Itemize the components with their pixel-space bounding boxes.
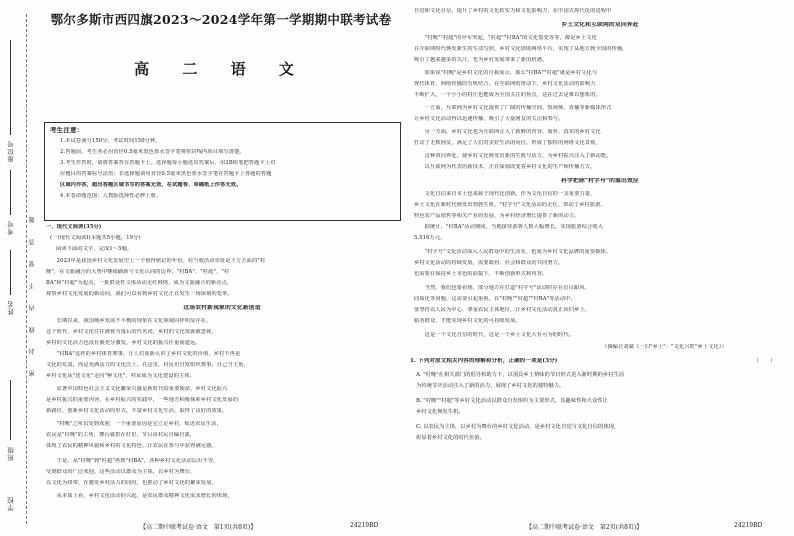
body-line: 这是一个文化自信的时代，这是一个乡土文化大有可为的时代。 <box>414 332 575 338</box>
body-line: 特色农产品销售等相关产业的发展，为乡村经济增长提供了新的动力。 <box>414 213 580 219</box>
body-line: 不断扩大，一个小小的村庄也能成为全国关注的焦点，这在过去是难以想象的。 <box>414 92 601 98</box>
body-line: 受到群众的广泛欢迎。这些活动以群众为主体，以乡村为舞台， <box>46 469 196 475</box>
notice-line: 4.本卷命题范围：人教版选择性必修上册。 <box>60 193 162 199</box>
body-line: 乡土文化在新时代焕发出勃勃生机，"村字号"文化活动的走红，带动了乡村旅游、 <box>414 202 606 208</box>
body-line: 也需要在保持乡土本色的前提下，不断创新形式和内容。 <box>414 271 548 277</box>
article-subheading: 乡土文化和互联网的双向奔赴 <box>561 22 639 28</box>
option-c[interactable]: C. 以农民为主体，以乡村为舞台的乡村文化活动，是乡村文化自觉与文化自信的体现， <box>416 424 620 430</box>
paper-code: 24219BD <box>734 522 763 529</box>
option-b-cont: 乡村文化焕发生机。 <box>416 409 464 415</box>
body-line: 长期以来，我国城乡发展不平衡的现象在文化领域同样明显存在。 <box>46 318 212 324</box>
option-a-cont: 为传统节庆活动注入了新的活力，展现了乡村文化的独特魅力。 <box>416 383 565 389</box>
body-line: 晚"，在文旅融合的大势中继续刷新与文化认同的边界；"村BA"、"村超"、"村 <box>46 269 230 275</box>
section-heading: 一、现代文阅读(35分) <box>46 224 102 230</box>
notice-line: 1.本试卷满分150分，考试时间150分钟。 <box>60 138 161 144</box>
margin-label-id: 考号 <box>7 220 15 235</box>
body-line: 这种双向奔赴，使乡村文化焕发出新的生机与活力，为乡村振兴注入了新动能。 <box>414 153 612 159</box>
body-line: 5.516万元。 <box>414 235 446 241</box>
body-line: 观察乡村文化发展的新动向，我们可以看到乡村文化正在发生一场深刻的变革。 <box>46 291 233 297</box>
margin-label-seat: 座位号 <box>7 140 15 163</box>
body-line: 如果说"村晚"是乡村文化的自我展示，那么"村BA""村超"就是乡村文化与 <box>414 70 598 76</box>
body-line: 让乡村文化活动得以迅速传播，吸引了大量网友的关注和参与。 <box>414 116 564 122</box>
option-a[interactable]: A. "村晚"在相关部门的倡导和助力下，以别具乡土情味的节日形式进入新时期的乡村生活 <box>416 372 625 378</box>
question-stem: 1. 下列对原文相关内容的理解和分析，正确的一项是(3分) <box>410 358 558 364</box>
margin-blank-class[interactable] <box>10 380 11 440</box>
body-line: 吸引了越来越多的关注，也为乡村发展带来了新的机遇。 <box>414 57 548 63</box>
body-line: 乡村文化活动的持续发展，需要政府、社会和群众的共同努力， <box>414 260 564 266</box>
subsection-heading: (一)现代文阅读Ⅰ(本题共5小题，19分) <box>50 235 141 241</box>
body-line: 显著中国特色社会主义文化繁荣兴盛是新时代的重要使命，乡村文化振兴 <box>46 386 228 392</box>
notice-heading: 考生注意： <box>50 127 84 133</box>
body-line: 以文化为纽带，在激发乡村活力的同时，也推动了乡村文化的繁荣发展。 <box>46 480 217 486</box>
body-line: 以互联网为代表的新技术，正在深刻改变着乡村文化的生产和传播方式。 <box>414 164 596 170</box>
notice-line: 3.考生作答时，请将答案答在答题卡上。选择题每小题选出答案后，用2B铅笔把答题卡上对 <box>60 160 276 166</box>
body-line: 农民是"村晚"的主角，舞台就搭在村里，节目由村民自编自演， <box>46 432 196 438</box>
seal-warning: 密 封 线 内 不 要 答 题 <box>29 210 36 377</box>
body-line: 乡村的文化活力也没有被充分激发，乡村文化的振兴任重而道远。 <box>46 340 201 346</box>
margin-blank-id[interactable] <box>10 170 11 215</box>
body-line: 打动了无数网友，满足了人们对美好生活的向往，形成了独特的网络文化景观。 <box>414 140 601 146</box>
body-line: "村晚""村超"的异军突起，"村超""村BA"的文化裂变等等，都是乡土文化 <box>414 35 597 41</box>
body-line: 现代体育、网络传播的有机结合。在互联网的推动下，乡村文化活动的影响力 <box>414 81 596 87</box>
body-line: 从本质上看，乡村文化活动的兴起，是农民群众精神文化需求增长的体现。 <box>46 493 233 499</box>
body-line: 据统计，"村BA"活动期间，当地接待游客人数大幅增长，实现旅游综合收入 <box>414 224 604 230</box>
body-line: 同质化等问题，这需要引起重视。在"村晚""村超""村BA"等活动中， <box>414 296 576 302</box>
margin-label-school: 学校 <box>7 496 15 511</box>
margin-label-class: 班级 <box>7 446 15 461</box>
body-line: 是乡村振兴的重要内容。在乡村振兴的实践中，一些地方积极探索乡村文化发展的 <box>46 397 239 403</box>
page-footer: 【高二期中联考试卷·语文 第1页(共8页)】 <box>140 524 257 531</box>
body-line: 一方面，互联网为乡村文化提供了广阔的传播空间。短视频、直播等新媒体形式 <box>414 105 612 111</box>
margin-label-name: 姓名 <box>7 300 15 315</box>
body-line: BA"和"村超"为起点，一批群众性文体活动走红网络，成为文旅融合的新亮点， <box>46 280 233 286</box>
body-line: 于是，从"村晚"到"村超"再到"村BA"，各种乡村文化活动层出不穷， <box>46 458 219 464</box>
body-line: 自觉和文化自信，提升了乡村的文化软实力和文化影响力，在中国式现代化的进程中 <box>414 8 612 14</box>
body-line: 新路径，创新乡村文化活动的形式，丰富乡村文化生活，取得了良好的效果。 <box>46 408 228 414</box>
article-subheading: 这场农村新现象的文化新创造 <box>183 305 261 311</box>
source-citation: （摘编自刘斌《一扫"乡土"："文化兴旺"乡土文化》） <box>602 344 727 350</box>
binding-margin <box>0 0 38 536</box>
body-line: 这个时代，乡村文化往往被视为落后的代名词，乡村的文化资源被忽视， <box>46 329 217 335</box>
body-line: 乡村文化从"送文化"走向"种文化"，村民成为文化建设的主体。 <box>46 373 195 379</box>
option-b[interactable]: B. "村晚""村超"等乡村文化活动以群众自发组织为主要形式，其趣味性和大众性让 <box>416 398 608 404</box>
exam-title: 鄂尔多斯市西四旗2023～2024学年第一学期期中联考试卷 <box>50 12 392 27</box>
page-footer: 【高二期中联考试卷·语文 第2页(共8页)】 <box>526 524 643 531</box>
instruction: 阅读下面的文字，完成1～5题。 <box>56 246 133 252</box>
body-line: 另一方面，乡村文化也为互联网注入了新鲜的内容。质朴、真实的乡村文化 <box>414 129 601 135</box>
body-line: "村字号"文化活动深入人民群众中的生活实，也成为乡村文化品牌的重要载体。 <box>414 249 612 255</box>
option-c-cont: 彰显着乡村文化的时代价值。 <box>416 435 485 441</box>
article-subheading: 科学把脉"村字号"的溢出效应 <box>561 178 639 184</box>
notice-line: 2.答题前，考生务必用直径0.5毫米黑色墨水签字笔将密封线内项目填写清楚。 <box>60 149 245 155</box>
exam-subject: 高 二 语 文 <box>134 60 308 78</box>
margin-blank-name[interactable] <box>10 250 11 295</box>
exam-page-2 <box>402 0 794 536</box>
body-line: "村BA"这样的乡村体育赛事，让人们重新认识了乡村文化的价值，乡村不再是 <box>46 351 241 357</box>
body-line: 服务群众，才能实现乡村文化的可持续发展。 <box>414 318 521 324</box>
body-line: 文化的荒漠，而是充满活力的文化沃土。在这里，村民们自发组织赛事，自己当主角， <box>46 362 249 368</box>
paper-code: 24219BD <box>350 522 379 529</box>
notice-line: 应题目的答案标号涂黑；非选择题请用直径0.5毫米黑色墨水签字笔在答题卡上各题的答题 <box>60 171 272 177</box>
body-line: 文化自信来自本土也来源于现代化创新。作为文化自信的一支重要力量， <box>414 191 596 197</box>
notice-line: 区域内作答，超出答题区域书写的答案无效，在试题卷、草稿纸上作答无效。 <box>60 182 242 188</box>
answer-bracket[interactable]: （ ） <box>754 358 776 364</box>
body-line: "村晚"之所以受到欢迎，一个重要原因是它立足乡村，贴近农民生活， <box>46 421 222 427</box>
body-line: 当然，我们也要看到，部分地方在打造"村字号"活动时存在盲目跟风、 <box>414 285 590 291</box>
body-line: 在互联网时代焕发新生的生动写照。乡村文化借助网络平台，实现了从地方到全国的传播， <box>414 46 628 52</box>
seal-line <box>26 14 27 524</box>
body-line: 2023年是我国乡村文化发展史上一个值得铭记的年份。村当收活动牵扯是下方方面的"村 <box>46 258 266 264</box>
margin-blank-seat[interactable] <box>10 40 11 135</box>
body-line: 体现了农民的精神风貌和乡村的文化特色，让农民在参与中获得满足感。 <box>46 443 217 449</box>
body-line: 要坚持以人民为中心，尊重农民主体地位，让乡村文化活动真正回归乡土、 <box>414 307 591 313</box>
